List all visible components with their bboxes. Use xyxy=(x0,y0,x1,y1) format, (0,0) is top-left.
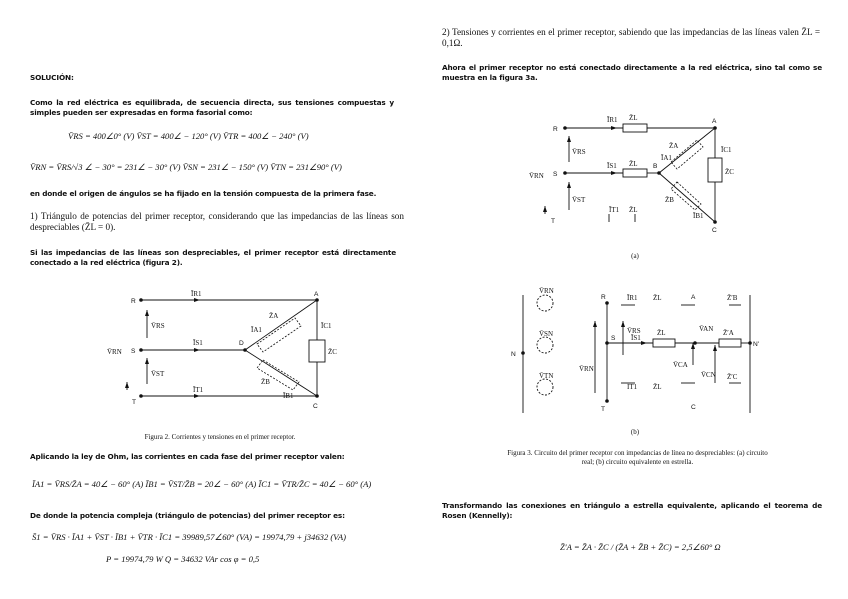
impedance-ZL-S xyxy=(623,169,647,177)
VST-label: V̄ST xyxy=(151,370,165,378)
node-dot-T xyxy=(139,394,143,398)
ZL-label-S: Z̄L xyxy=(629,160,638,168)
equation-line-voltages: V̄RS = 400∠0° (V) V̄ST = 400∠ − 120° (V) V̄TR = 400∠ − 240° (V) xyxy=(68,131,309,141)
ESN-label: V̄SN xyxy=(539,330,554,338)
negligible-note: Si las impedancias de las líneas son despreciables, el primer receptor está directamente conectado a la red eléctrica (figura 2). xyxy=(30,248,396,267)
node-dot-S xyxy=(139,348,143,352)
solution-heading: SOLUCIÓN: xyxy=(30,73,74,82)
VRS-label: V̄RS xyxy=(627,327,641,335)
equation-rosen: Z̄′A = Z̄A · Z̄C / (Z̄A + Z̄B + Z̄C) = 2,5∠60° Ω xyxy=(560,542,721,552)
impedance-Za-prime xyxy=(719,339,741,347)
node-N-label: N xyxy=(511,351,516,358)
VRN-label: V̄RN xyxy=(107,348,122,356)
IC1-label: ĪC1 xyxy=(721,146,732,154)
ohm-paragraph: Aplicando la ley de Ohm, las corrientes en cada fase del primer receptor valen: xyxy=(30,452,345,461)
arrow-head-VRN xyxy=(593,321,597,327)
IB1-label: ĪB1 xyxy=(283,392,294,400)
ZA-label: Z̄A xyxy=(269,312,279,320)
Za-prime-label: Z̄′A xyxy=(723,329,734,337)
source-SN xyxy=(537,337,553,353)
now-paragraph: Ahora el primer receptor no está conectado directamente a la red eléctrica, sino tal como se muestra en la figura 3a. xyxy=(442,63,822,82)
IA1-label: ĪA1 xyxy=(661,154,672,162)
node-T-label: T xyxy=(551,218,556,225)
node-A-label: A xyxy=(314,291,319,298)
arrow-head-VRS xyxy=(145,310,149,316)
node-dot-C xyxy=(315,394,319,398)
arrow-head-VCN xyxy=(713,345,717,351)
origin-note: en donde el origen de ángulos se ha fijado en la tensión compuesta de la primera fase. xyxy=(30,189,377,198)
node-R-label: R xyxy=(601,294,606,301)
equation-phase-voltages: V̄RN = V̄RS/√3 ∠ − 30° = 231∠ − 30° (V) V̄SN = 231∠ − 150° (V) V̄TN = 231∠90° (V) xyxy=(30,162,342,172)
ZC-label: Z̄C xyxy=(725,168,734,176)
node-B-label: B xyxy=(653,163,658,170)
node-dot-C xyxy=(713,220,717,224)
node-dot-R xyxy=(605,301,609,305)
node-dot-A xyxy=(315,298,319,302)
VST-label: V̄ST xyxy=(572,196,586,204)
ZL-label-legend: Z̄L xyxy=(629,206,638,214)
node-C-label: C xyxy=(691,404,696,411)
ZB-label: Z̄B xyxy=(665,196,674,204)
arrow-head-IR1 xyxy=(611,126,617,130)
node-C-label: C xyxy=(313,403,318,410)
node-dot-Nprime xyxy=(748,341,752,345)
impedance-ZL-S xyxy=(653,339,675,347)
arrow-head-IR1 xyxy=(194,298,200,302)
ZL-label-T: Z̄L xyxy=(653,383,662,391)
IT1-label: ĪT1 xyxy=(609,206,620,214)
arrow-head-T xyxy=(543,206,547,212)
branch-a xyxy=(659,128,715,173)
figure-3b-label: (b) xyxy=(630,428,640,436)
item2-heading: 2) Tensiones y corrientes en el primer receptor, sabiendo que las impedancias de las líneas valen Z̄L = 0,1Ω. xyxy=(442,27,820,48)
impedance-ZA xyxy=(257,318,301,352)
VCN-label: V̄CN xyxy=(701,371,716,379)
item1-heading: 1) Triángulo de potencias del primer receptor, considerando que las impedancias de las líneas son despreciables (Z̄L = 0). xyxy=(30,211,404,232)
intro-paragraph: Como la red eléctrica es equilibrada, de secuencia directa, sus tensiones compuestas y simples pueden ser expresadas en forma fasorial como: xyxy=(30,98,394,117)
node-T-label: T xyxy=(601,406,606,413)
IC1-label: ĪC1 xyxy=(321,322,332,330)
IS1-label: ĪS1 xyxy=(631,334,641,342)
ZL-label-S: Z̄L xyxy=(657,329,666,337)
transform-paragraph: Transformando las conexiones en triángulo a estrella equivalente, aplicando el teorema de Rosen (Kennelly): xyxy=(442,501,822,520)
figure-3-caption: Figura 3. Circuito del primer receptor con impedancias de línea no despreciables: (a) circuito real; (b) circuito equivalente en estrella. xyxy=(507,449,768,466)
impedance-ZC xyxy=(309,340,325,362)
VRS-label: V̄RS xyxy=(151,322,165,330)
node-S-label: S xyxy=(131,348,136,355)
VAN-label: V̄AN xyxy=(699,325,714,333)
IR1-label: ĪR1 xyxy=(191,290,202,298)
node-D-label: D xyxy=(239,340,244,347)
node-dot-A xyxy=(713,126,717,130)
branch-a xyxy=(245,300,317,350)
node-R-label: R xyxy=(553,126,558,133)
arrow-head-IS1 xyxy=(194,348,200,352)
IS1-label: ĪS1 xyxy=(193,339,203,347)
arrow-head-IS1 xyxy=(641,341,647,345)
figure-2-caption: Figura 2. Corrientes y tensiones en el primer receptor. xyxy=(144,433,296,441)
arrow-head-VRS xyxy=(621,321,625,327)
node-dot-A xyxy=(693,341,697,345)
arrow-head-T xyxy=(125,382,129,388)
figure-3a-label: (a) xyxy=(631,252,639,260)
IS1-label: ĪS1 xyxy=(607,162,617,170)
IT1-label: ĪT1 xyxy=(193,386,204,394)
node-dot-N xyxy=(521,351,525,355)
node-dot-S xyxy=(605,341,609,345)
node-A-label: A xyxy=(691,294,696,301)
IA1-label: ĪA1 xyxy=(251,326,262,334)
branch-b xyxy=(245,350,317,396)
Zb-prime-label: Z̄′B xyxy=(727,294,738,302)
VRS-label: V̄RS xyxy=(572,148,586,156)
arrow-head-VST xyxy=(567,182,571,188)
VRN-label: V̄RN xyxy=(529,172,544,180)
figure-2-circuit xyxy=(105,288,335,418)
equation-pq: P = 19974,79 W Q = 34632 VAr cos φ = 0,5 xyxy=(106,554,260,564)
node-dot-R xyxy=(563,126,567,130)
arrow-head-IT1 xyxy=(194,394,200,398)
node-A-label: A xyxy=(712,118,717,125)
node-C-label: C xyxy=(712,227,717,234)
ZL-label-R: Z̄L xyxy=(629,114,638,122)
node-dot-D xyxy=(243,348,247,352)
node-dot-R xyxy=(139,298,143,302)
arrow-head-VRS xyxy=(567,136,571,142)
IR1-label: ĪR1 xyxy=(607,116,618,124)
VCA-label: V̄CA xyxy=(673,361,688,369)
ZB-label: Z̄B xyxy=(261,378,270,386)
source-RN xyxy=(537,295,553,311)
node-R-label: R xyxy=(131,298,136,305)
figure-3a-circuit xyxy=(525,110,745,235)
IB1-label: ĪB1 xyxy=(693,212,704,220)
Zc-prime-label: Z̄′C xyxy=(727,373,738,381)
node-T-label: T xyxy=(132,399,137,406)
node-Nprime-label: N' xyxy=(753,341,760,348)
arrow-head-IS1 xyxy=(611,171,617,175)
source-TN xyxy=(537,379,553,395)
IT1-label: ĪT1 xyxy=(627,383,638,391)
figure-3b-circuit xyxy=(505,283,770,423)
ZL-label-R: Z̄L xyxy=(653,294,662,302)
node-dot-S xyxy=(563,171,567,175)
ZC-label: Z̄C xyxy=(328,348,337,356)
ZA-label: Z̄A xyxy=(669,142,679,150)
arrow-head-VST xyxy=(145,358,149,364)
IR1-label: ĪR1 xyxy=(627,294,638,302)
ETN-label: V̄TN xyxy=(539,372,554,380)
power-paragraph: De donde la potencia compleja (triángulo de potencias) del primer receptor es: xyxy=(30,511,345,520)
impedance-ZL-R xyxy=(623,124,647,132)
equation-complex-power: S̄1 = V̄RS · ĪA1 + V̄ST · ĪB1 + V̄TR · ĪC1 = 39989,57∠60° (VA) = 19974,79 + j34632 (VA) xyxy=(32,532,346,542)
node-S-label: S xyxy=(553,171,558,178)
node-dot-T xyxy=(605,399,609,403)
ERN-label: V̄RN xyxy=(539,287,554,295)
node-dot-B xyxy=(657,171,661,175)
impedance-ZC xyxy=(708,158,722,182)
VRN-label: V̄RN xyxy=(579,365,594,373)
equation-currents: ĪA1 = V̄RS/Z̄A = 40∠ − 60° (A) ĪB1 = V̄ST/Z̄B = 20∠ − 60° (A) ĪC1 = V̄TR/Z̄C = 40∠ − 60° (A) xyxy=(32,479,372,489)
node-S-label: S xyxy=(611,335,616,342)
